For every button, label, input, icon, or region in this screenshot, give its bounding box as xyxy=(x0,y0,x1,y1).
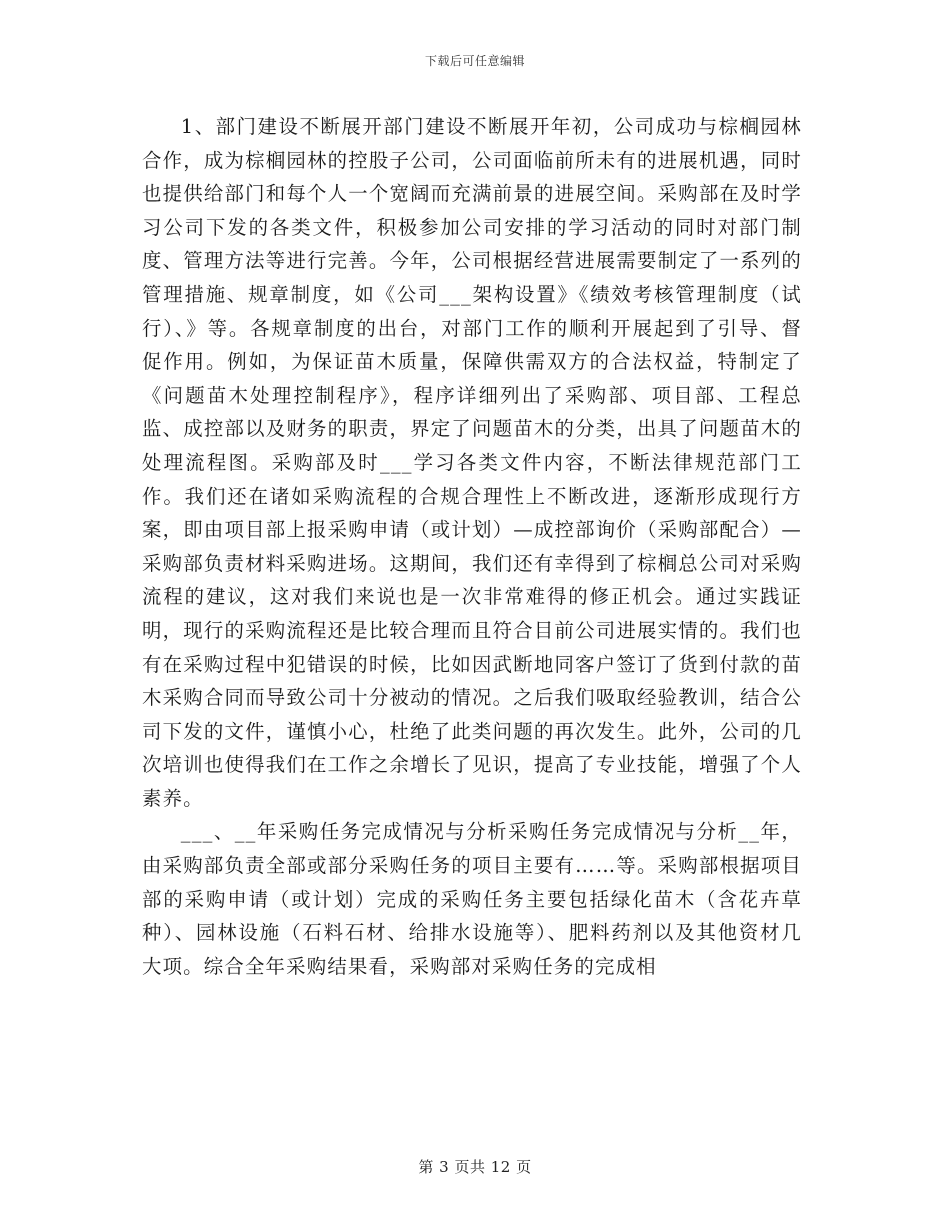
document-body xyxy=(142,110,802,983)
paragraph-department-building: 1、部门建设不断展开部门建设不断展开年初，公司成功与棕榈园林合作，成为棕榈园林的控股子公司，公司面临前所未有的进展机遇，同时也提供给部门和每个人一个宽阔而充满前景的进展空间。采购部在及时学习公司下发的各类文件，积极参加公司安排的学习活动的同时对部门制度、管理方法等进行完善。今年，公司根据经营进展需要制定了一系列的管理措施、规章制度，如《公司___架构设置》《绩效考核管理制度（试行）、》等。各规章制度的出台，对部门工作的顺利开展起到了引导、督促作用。例如，为保证苗木质量，保障供需双方的合法权益，特制定了《问题苗木处理控制程序》，程序详细列出了采购部、项目部、工程总监、成控部以及财务的职责，界定了问题苗木的分类，出具了问题苗木的处理流程图。采购部及时___学习各类文件内容，不断法律规范部门工作。我们还在诸如采购流程的合规合理性上不断改进，逐渐形成现行方案，即由项目部上报采购申请（或计划）—成控部询价（采购部配合）—采购部负责材料采购进场。这期间，我们还有幸得到了棕榈总公司对采购流程的建议，这对我们来说也是一次非常难得的修正机会。通过实践证明，现行的采购流程还是比较合理而且符合目前公司进展实情的。我们也有在采购过程中犯错误的时候，比如因武断地同客户签订了货到付款的苗木采购合同而导致公司十分被动的情况。之后我们吸取经验教训，结合公司下发的文件，谨慎小心，杜绝了此类问题的再次发生。此外，公司的几次培训也使得我们在工作之余增长了见识，提高了专业技能，增强了个人素养。 xyxy=(142,115,802,810)
page-header: 下载后可任意编辑 xyxy=(424,54,525,68)
page-number: 第 3 页共 12 页 xyxy=(418,1158,532,1176)
paragraph-procurement-tasks: ___、__年采购任务完成情况与分析采购任务完成情况与分析__年，由采购部负责全部或部分采购任务的项目主要有……等。采购部根据项目部的采购申请（或计划）完成的采购任务主要包括绿化苗木（含花卉草种）、园林设施（石料石材、给排水设施等）、肥料药剂以及其他资材几大项。综合全年采购结果看，采购部对采购任务的完成相 xyxy=(142,820,802,978)
